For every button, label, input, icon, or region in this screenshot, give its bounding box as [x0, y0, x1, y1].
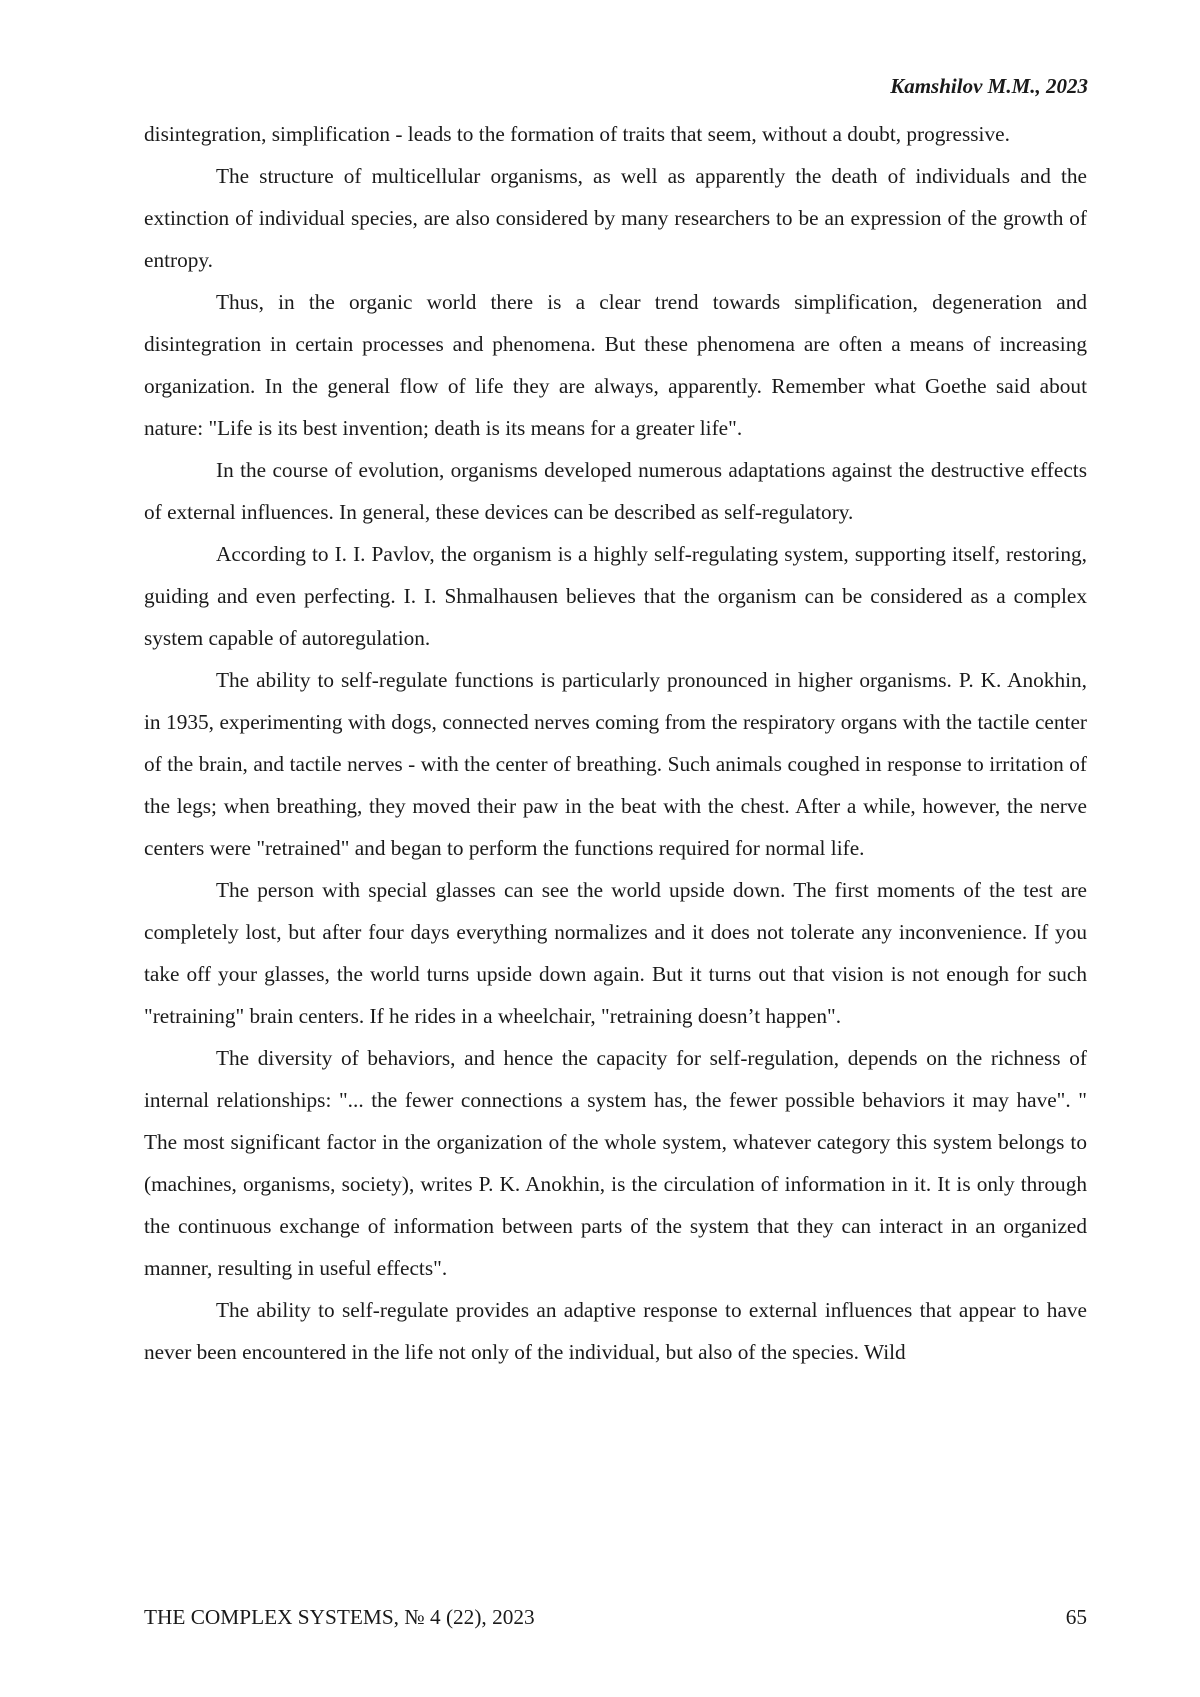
running-head: Kamshilov M.M., 2023	[890, 74, 1088, 98]
paragraph: According to I. I. Pavlov, the organism is a highly self-regulating system, supporting itself, restoring, guiding and even perfecting. I. I. Shmalhausen believes that the organism can be considered as a complex system capable of autoregulation.	[144, 542, 1087, 650]
paragraph: The ability to self-regulate functions is particularly pronounced in higher organisms. P. K. Anokhin, in 1935, experimenting with dogs, connected nerves coming from the respiratory organs with the tactile center of the brain, and tactile nerves - with the center of breathing. Such animals coughed in response to irritation of the legs; when breathing, they moved their paw in the beat with the chest. After a while, however, the nerve centers were "retrained" and began to perform the functions required for normal life.	[144, 668, 1087, 860]
paragraph: In the course of evolution, organisms developed numerous adaptations against the destructive effects of external influences. In general, these devices can be described as self-regulatory.	[144, 458, 1087, 524]
paragraph: Thus, in the organic world there is a clear trend towards simplification, degeneration and disintegration in certain processes and phenomena. But these phenomena are often a means of increasing organization. In the general flow of life they are always, apparently. Remember what Goethe said about nature: "Life is its best invention; death is its means for a greater life".	[144, 290, 1087, 440]
page-number: 65	[1065, 1605, 1087, 1629]
paragraph: The ability to self-regulate provides an adaptive response to external influences that appear to have never been encountered in the life not only of the individual, but also of the species. Wild	[144, 1298, 1087, 1364]
paragraph-continued: disintegration, simplification - leads to the formation of traits that seem, without a doubt, progressive.	[144, 122, 1010, 146]
paragraph: The diversity of behaviors, and hence the capacity for self-regulation, depends on the richness of internal relationships: "... the fewer connections a system has, the fewer possible behaviors it may have". " The most significant factor in the organization of the whole system, whatever category this system belongs to (machines, organisms, society), writes P. K. Anokhin, is the circulation of information in it. It is only through the continuous exchange of information between parts of the system that they can interact in an organized manner, resulting in useful effects".	[144, 1046, 1087, 1280]
journal-name: THE COMPLEX SYSTEMS, № 4 (22), 2023	[144, 1605, 535, 1629]
body-text	[144, 113, 1087, 1373]
paragraph: The person with special glasses can see the world upside down. The first moments of the test are completely lost, but after four days everything normalizes and it does not tolerate any inconvenience. If you take off your glasses, the world turns upside down again. But it turns out that vision is not enough for such "retraining" brain centers. If he rides in a wheelchair, "retraining doesn’t happen".	[144, 878, 1087, 1028]
paragraph: The structure of multicellular organisms, as well as apparently the death of individuals and the extinction of individual species, are also considered by many researchers to be an expression of the growth of entropy.	[144, 164, 1087, 272]
